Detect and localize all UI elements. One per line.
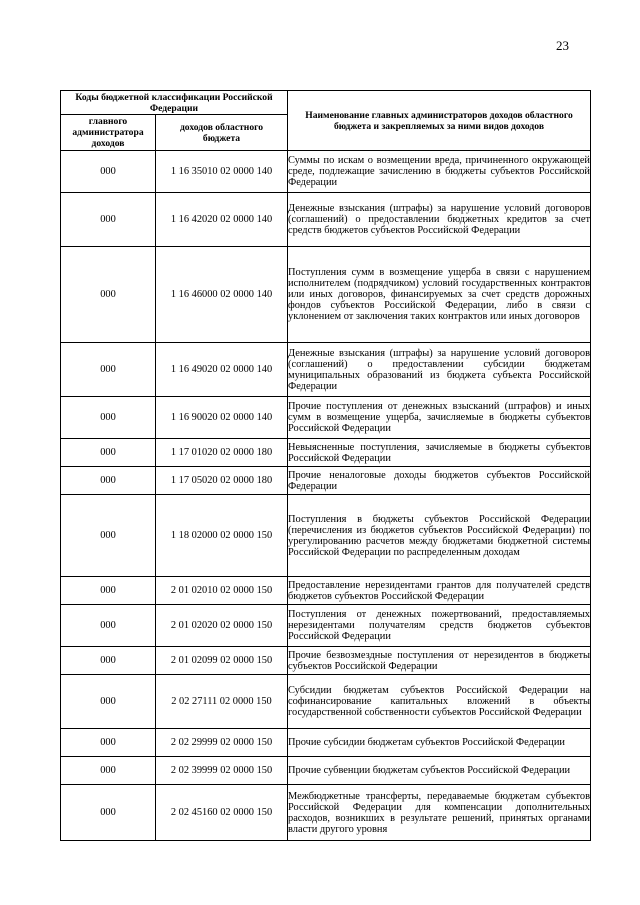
income-column-header: доходов областного бюджета (156, 115, 288, 151)
income-code: 1 18 02000 02 0000 150 (156, 495, 288, 577)
table-row (61, 247, 591, 343)
income-code: 1 16 46000 02 0000 140 (156, 247, 288, 343)
table-row (61, 151, 591, 193)
table-row (61, 757, 591, 785)
income-code: 2 01 02020 02 0000 150 (156, 605, 288, 647)
income-name: Прочие субвенции бюджетам субъектов Российской Федерации (288, 757, 591, 785)
table-header (61, 91, 591, 151)
page-number: 23 (556, 38, 569, 53)
table-row (61, 577, 591, 605)
table-row (61, 343, 591, 397)
income-code: 1 16 49020 02 0000 140 (156, 343, 288, 397)
income-name: Межбюджетные трансферты, передаваемые бюджетам субъектов Российской Федерации для компенсации дополнительных расходов, возникших в результате решений, принятых органами власти другого уровня (288, 785, 591, 841)
admin-code: 000 (61, 495, 156, 577)
table-row (61, 605, 591, 647)
income-code: 2 01 02099 02 0000 150 (156, 647, 288, 675)
income-code: 1 17 05020 02 0000 180 (156, 467, 288, 495)
table-row (61, 495, 591, 577)
admin-code: 000 (61, 729, 156, 757)
name-column-header: Наименование главных администраторов доходов областного бюджета и закрепляемых за ними видов доходов (288, 91, 591, 151)
income-name: Денежные взыскания (штрафы) за нарушение условий договоров (соглашений) о предоставлении субсидии бюджетам муниципальных образований из бюджета субъекта Российской Федерации (288, 343, 591, 397)
codes-group-header: Коды бюджетной классификации Российской Федерации (61, 91, 288, 115)
income-code: 2 02 39999 02 0000 150 (156, 757, 288, 785)
income-name: Прочие безвозмездные поступления от нерезидентов в бюджеты субъектов Российской Федерации (288, 647, 591, 675)
admin-code: 000 (61, 397, 156, 439)
income-name: Прочие неналоговые доходы бюджетов субъектов Российской Федерации (288, 467, 591, 495)
income-name: Предоставление нерезидентами грантов для получателей средств бюджетов субъектов Российской Федерации (288, 577, 591, 605)
income-code: 2 02 27111 02 0000 150 (156, 675, 288, 729)
table-row (61, 193, 591, 247)
admin-code: 000 (61, 675, 156, 729)
income-name: Поступления сумм в возмещение ущерба в связи с нарушением исполнителем (подрядчиком) условий государственных контрактов или иных договоров, финансируемых за счет средств дорожных фондов субъектов Российской Федерации, либо в связи с уклонением от заключения таких контрактов или иных договоров (288, 247, 591, 343)
admin-code: 000 (61, 605, 156, 647)
admin-code: 000 (61, 439, 156, 467)
income-name: Прочие субсидии бюджетам субъектов Российской Федерации (288, 729, 591, 757)
admin-code: 000 (61, 343, 156, 397)
income-name: Денежные взыскания (штрафы) за нарушение условий договоров (соглашений) о предоставлении бюджетных кредитов за счет средств бюджетов субъектов Российской Федерации (288, 193, 591, 247)
admin-code: 000 (61, 577, 156, 605)
table-row (61, 397, 591, 439)
admin-code: 000 (61, 647, 156, 675)
table-row (61, 785, 591, 841)
admin-code: 000 (61, 193, 156, 247)
income-name: Поступления от денежных пожертвований, предоставляемых нерезидентами получателям средств бюджетов субъектов Российской Федерации (288, 605, 591, 647)
income-name: Прочие поступления от денежных взысканий (штрафов) и иных сумм в возмещение ущерба, зачисляемые в бюджеты субъектов Российской Федерации (288, 397, 591, 439)
income-code: 2 01 02010 02 0000 150 (156, 577, 288, 605)
income-code: 1 16 42020 02 0000 140 (156, 193, 288, 247)
income-code: 1 16 35010 02 0000 140 (156, 151, 288, 193)
income-name: Поступления в бюджеты субъектов Российской Федерации (перечисления из бюджетов субъектов Российской Федерации) по урегулированию расчетов между бюджетами бюджетной системы Российской Федерации по распределенным доходам (288, 495, 591, 577)
table-row (61, 439, 591, 467)
admin-code: 000 (61, 247, 156, 343)
income-name: Суммы по искам о возмещении вреда, причиненного окружающей среде, подлежащие зачислению в бюджеты субъектов Российской Федерации (288, 151, 591, 193)
income-code: 1 17 01020 02 0000 180 (156, 439, 288, 467)
table-row (61, 675, 591, 729)
income-code: 2 02 45160 02 0000 150 (156, 785, 288, 841)
income-code: 2 02 29999 02 0000 150 (156, 729, 288, 757)
budget-classification-table (60, 90, 591, 841)
admin-code: 000 (61, 757, 156, 785)
admin-column-header: главного администратора доходов (61, 115, 156, 151)
table-row (61, 729, 591, 757)
income-name: Невыясненные поступления, зачисляемые в бюджеты субъектов Российской Федерации (288, 439, 591, 467)
table-row (61, 647, 591, 675)
table-row (61, 467, 591, 495)
admin-code: 000 (61, 467, 156, 495)
income-code: 1 16 90020 02 0000 140 (156, 397, 288, 439)
admin-code: 000 (61, 151, 156, 193)
income-name: Субсидии бюджетам субъектов Российской Федерации на софинансирование капитальных вложений в объекты государственной собственности субъектов Российской Федерации (288, 675, 591, 729)
admin-code: 000 (61, 785, 156, 841)
